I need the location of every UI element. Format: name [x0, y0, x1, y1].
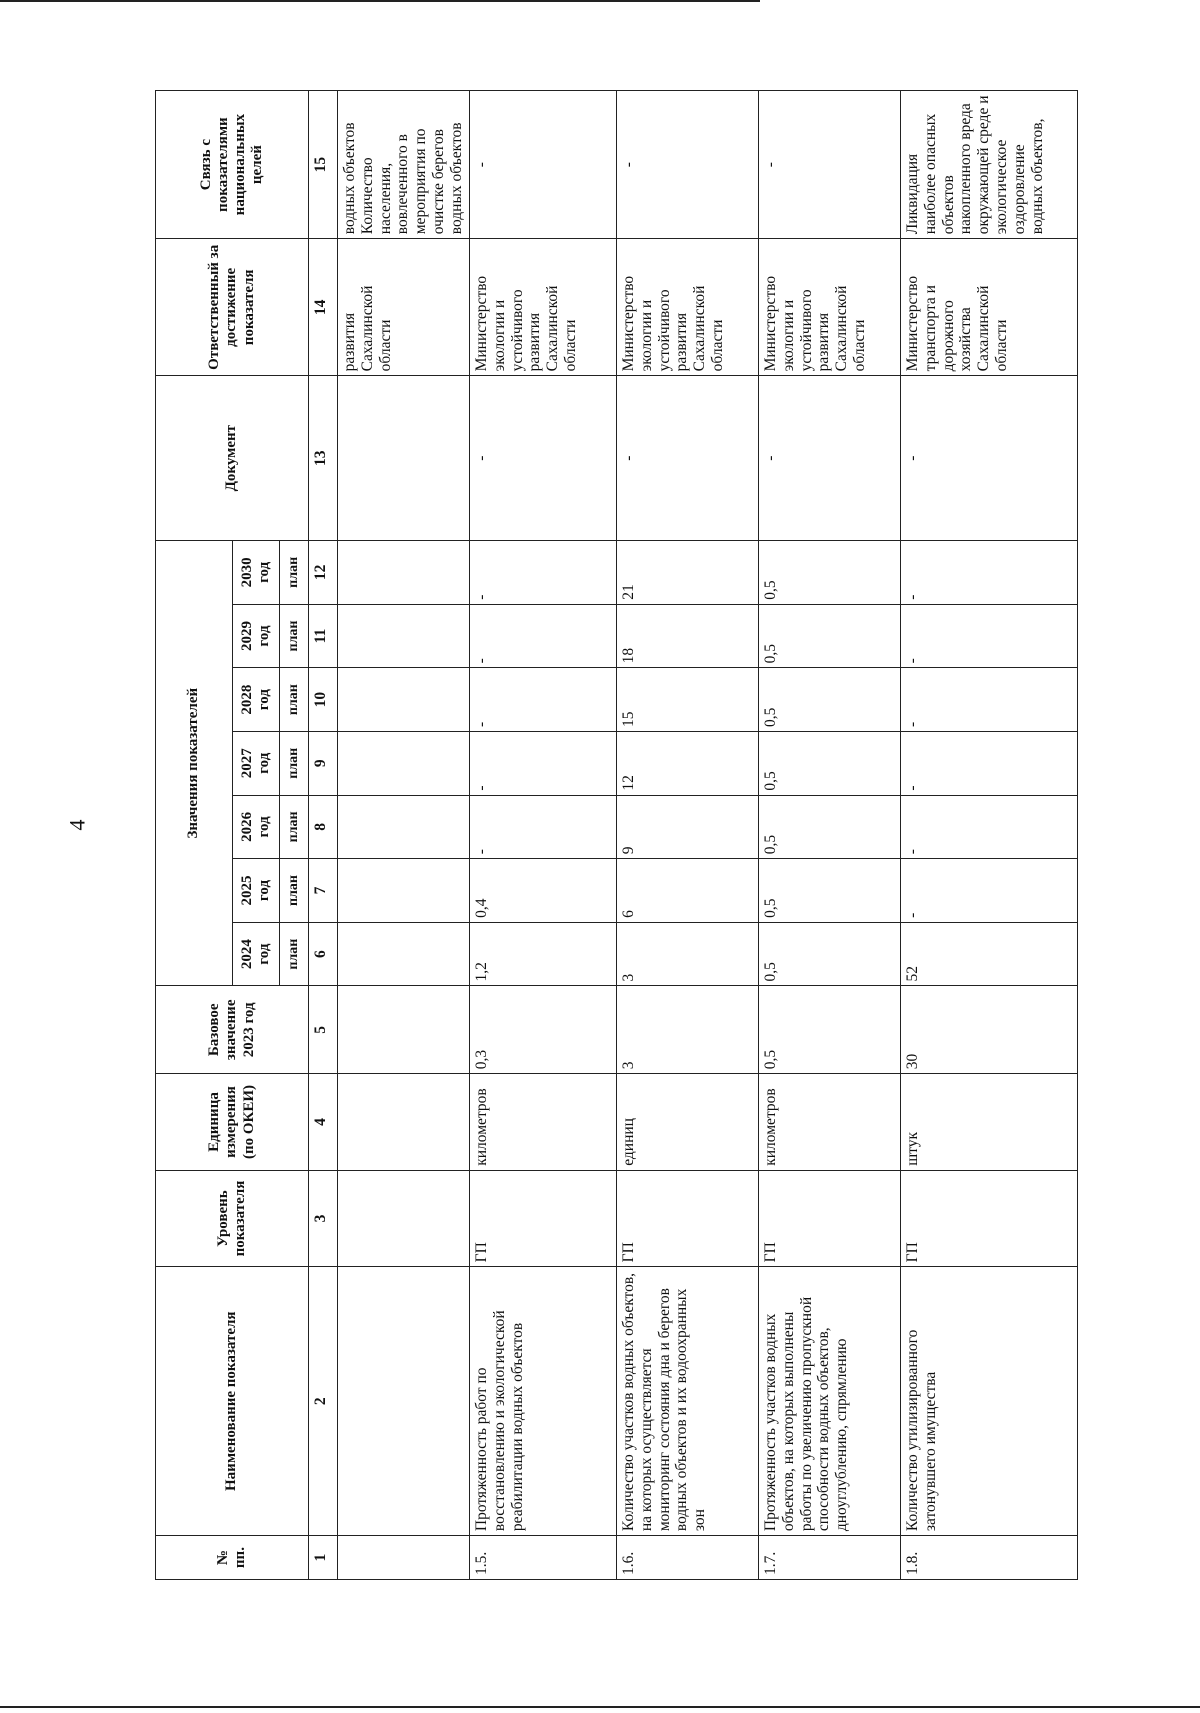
row-level: ГП — [901, 1170, 1078, 1267]
row-document: - — [901, 376, 1078, 541]
row-num: 1.6. — [617, 1536, 759, 1580]
header-plan: план — [280, 540, 309, 604]
row-value: 0,5 — [759, 731, 901, 795]
row-value — [338, 604, 470, 668]
column-number: 14 — [309, 239, 338, 376]
row-value — [338, 795, 470, 859]
row-level: ГП — [617, 1170, 759, 1267]
header-year: 2024 год — [233, 922, 280, 986]
table-row — [901, 91, 1078, 1580]
header-year: 2025 год — [233, 859, 280, 923]
row-value: 0,5 — [759, 668, 901, 732]
column-number: 1 — [309, 1536, 338, 1580]
row-base: 0,5 — [759, 986, 901, 1074]
row-value: - — [901, 604, 1078, 668]
row-unit: километров — [470, 1074, 617, 1171]
header-level: Уровень показателя — [156, 1170, 309, 1267]
column-number: 9 — [309, 731, 338, 795]
row-document: - — [617, 376, 759, 541]
row-unit: километров — [759, 1074, 901, 1171]
row-num: 1.7. — [759, 1536, 901, 1580]
row-responsible: Министерство экологии и устойчивого развития Сахалинской области — [617, 239, 759, 376]
row-value: 12 — [617, 731, 759, 795]
row-name: Протяженность участков водных объектов, на которых выполнены работы по увеличению пропускной способности водных объектов, дноуглублению, спрямлению — [759, 1267, 901, 1536]
header-num: № пп. — [156, 1536, 309, 1580]
header-unit: Единица измерения (по ОКЕИ) — [156, 1074, 309, 1171]
row-responsible: развития Сахалинской области — [338, 239, 470, 376]
column-number: 7 — [309, 859, 338, 923]
scan-bottom-line — [0, 1706, 1200, 1708]
header-year: 2027 год — [233, 731, 280, 795]
scan-top-line — [0, 0, 760, 2]
row-value: 0,4 — [470, 859, 617, 923]
row-value: - — [901, 540, 1078, 604]
row-value: 0,5 — [759, 795, 901, 859]
row-base: 3 — [617, 986, 759, 1074]
header-plan: план — [280, 668, 309, 732]
row-value: 9 — [617, 795, 759, 859]
row-name: Протяженность работ по восстановлению и экологической реабилитации водных объектов — [470, 1267, 617, 1536]
column-number: 5 — [309, 986, 338, 1074]
row-value — [338, 731, 470, 795]
row-num: 1.5. — [470, 1536, 617, 1580]
column-number: 2 — [309, 1267, 338, 1536]
row-name: Количество участков водных объектов, на которых осуществляется мониторинг состояния дна и берегов водных объектов и их водоохранных зон — [617, 1267, 759, 1536]
row-value: - — [901, 859, 1078, 923]
row-unit: единиц — [617, 1074, 759, 1171]
row-value: 1,2 — [470, 922, 617, 986]
table-row — [470, 91, 617, 1580]
row-unit — [338, 1074, 470, 1171]
row-name — [338, 1267, 470, 1536]
row-link: Ликвидация наиболее опасных объектов накопленного вреда окружающей среде и экологическое оздоровление водных объектов, — [901, 91, 1078, 239]
row-value: 52 — [901, 922, 1078, 986]
row-level — [338, 1170, 470, 1267]
row-num — [338, 1536, 470, 1580]
column-numbers-row — [309, 91, 338, 1580]
row-responsible: Министерство экологии и устойчивого развития Сахалинской области — [470, 239, 617, 376]
row-value: 0,5 — [759, 859, 901, 923]
row-value: - — [470, 731, 617, 795]
row-name: Количество утилизированного затонувшего имущества — [901, 1267, 1078, 1536]
column-number: 13 — [309, 376, 338, 541]
row-document: - — [470, 376, 617, 541]
column-number: 4 — [309, 1074, 338, 1171]
row-num: 1.8. — [901, 1536, 1078, 1580]
row-value: 0,5 — [759, 922, 901, 986]
header-values: Значения показателей — [156, 540, 233, 985]
header-base: Базовое значение 2023 год — [156, 986, 309, 1074]
row-value: 6 — [617, 859, 759, 923]
header-year: 2028 год — [233, 668, 280, 732]
row-base: 30 — [901, 986, 1078, 1074]
header-plan: план — [280, 795, 309, 859]
row-value — [338, 859, 470, 923]
header-plan: план — [280, 604, 309, 668]
header-plan: план — [280, 731, 309, 795]
row-value — [338, 540, 470, 604]
page-number: 4 — [64, 819, 90, 831]
row-level: ГП — [470, 1170, 617, 1267]
row-value: - — [470, 668, 617, 732]
column-number: 11 — [309, 604, 338, 668]
indicators-table — [155, 90, 1078, 1580]
row-document: - — [759, 376, 901, 541]
row-value: - — [901, 731, 1078, 795]
row-value: - — [470, 604, 617, 668]
row-value: 15 — [617, 668, 759, 732]
row-unit: штук — [901, 1074, 1078, 1171]
row-link: водных объектов Количество населения, вовлеченного в мероприятия по очистке берегов водных объектов — [338, 91, 470, 239]
header-responsible: Ответственный за достижение показателя — [156, 239, 309, 376]
header-link: Связь с показателями национальных целей — [156, 91, 309, 239]
row-value — [338, 922, 470, 986]
row-responsible: Министерство экологии и устойчивого развития Сахалинской области — [759, 239, 901, 376]
rotated-table-wrapper — [155, 90, 1060, 1580]
row-link: - — [759, 91, 901, 239]
row-link: - — [617, 91, 759, 239]
row-base: 0,3 — [470, 986, 617, 1074]
header-name: Наименование показателя — [156, 1267, 309, 1536]
row-value: 18 — [617, 604, 759, 668]
row-base — [338, 986, 470, 1074]
header-document: Документ — [156, 376, 309, 541]
row-value: - — [470, 795, 617, 859]
row-value: - — [901, 668, 1078, 732]
column-number: 10 — [309, 668, 338, 732]
column-number: 8 — [309, 795, 338, 859]
row-responsible: Министерство транспорта и дорожного хозяйства Сахалинской области — [901, 239, 1078, 376]
row-level: ГП — [759, 1170, 901, 1267]
column-number: 6 — [309, 922, 338, 986]
header-plan: план — [280, 922, 309, 986]
row-value — [338, 668, 470, 732]
header-year: 2030 год — [233, 540, 280, 604]
header-year: 2026 год — [233, 795, 280, 859]
header-plan: план — [280, 859, 309, 923]
column-number: 15 — [309, 91, 338, 239]
header-row — [156, 91, 233, 1580]
row-document — [338, 376, 470, 541]
table-row — [617, 91, 759, 1580]
row-link: - — [470, 91, 617, 239]
header-year: 2029 год — [233, 604, 280, 668]
row-value: - — [901, 795, 1078, 859]
row-value: 0,5 — [759, 604, 901, 668]
column-number: 12 — [309, 540, 338, 604]
table-row — [759, 91, 901, 1580]
table-row — [338, 91, 470, 1580]
row-value: - — [470, 540, 617, 604]
row-value: 3 — [617, 922, 759, 986]
row-value: 0,5 — [759, 540, 901, 604]
column-number: 3 — [309, 1170, 338, 1267]
row-value: 21 — [617, 540, 759, 604]
